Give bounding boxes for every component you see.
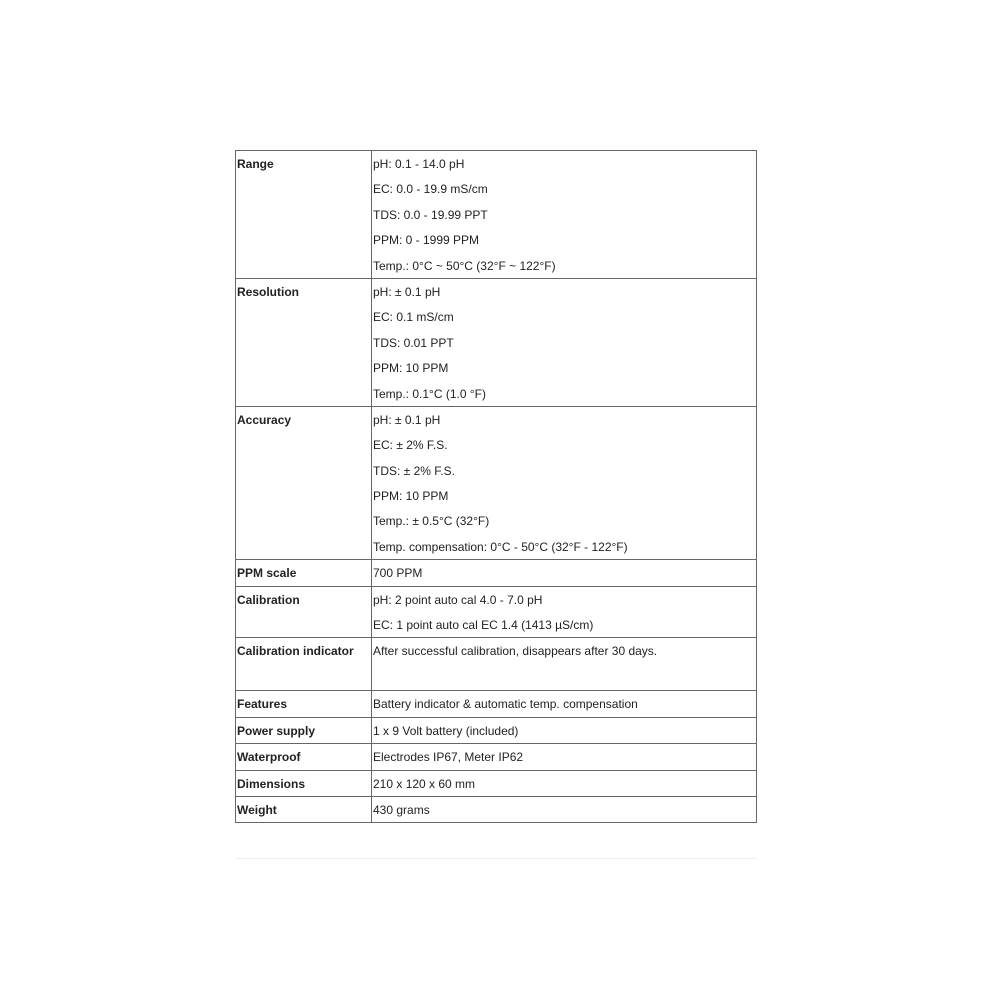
spec-label-text: Waterproof	[237, 750, 301, 765]
spec-label-text: PPM scale	[237, 566, 297, 581]
table-row	[236, 796, 757, 822]
spec-label	[236, 744, 372, 770]
specifications-table	[235, 150, 757, 823]
spec-label	[236, 560, 372, 586]
spec-value-line: TDS: 0.0 - 19.99 PPT	[373, 207, 488, 222]
spec-value-line: EC: ± 2% F.S.	[373, 438, 448, 453]
spec-value	[372, 691, 757, 717]
spec-label-text: Power supply	[237, 723, 316, 738]
spec-value	[372, 638, 757, 691]
spec-value-line: pH: ± 0.1 pH	[373, 412, 441, 427]
divider	[236, 858, 757, 859]
spec-value-line: Temp. compensation: 0°C - 50°C (32°F - 122°F)	[373, 539, 628, 554]
spec-value-line: Temp.: 0.1°C (1.0 °F)	[373, 386, 486, 401]
spec-value-line: PPM: 10 PPM	[373, 361, 449, 376]
spec-value-line: Temp.: 0°C ~ 50°C (32°F ~ 122°F)	[373, 258, 556, 273]
spec-label-text: Range	[237, 157, 274, 171]
spec-value-line: 210 x 120 x 60 mm	[373, 776, 476, 791]
spec-value-line: TDS: 0.01 PPT	[373, 335, 454, 350]
spec-label	[236, 717, 372, 743]
spec-value-line: pH: ± 0.1 pH	[373, 284, 441, 299]
spec-label-text: Calibration	[237, 592, 300, 607]
spec-value	[372, 560, 757, 586]
spec-value-line: TDS: ± 2% F.S.	[373, 463, 455, 478]
spec-value-line: After successful calibration, disappears after 30 days.	[373, 644, 658, 659]
spec-value	[372, 406, 757, 559]
spec-label-text: Weight	[237, 802, 277, 817]
spec-value	[372, 278, 757, 406]
spec-value	[372, 151, 757, 279]
spec-value-line: pH: 2 point auto cal 4.0 - 7.0 pH	[373, 592, 543, 607]
spec-value	[372, 770, 757, 796]
spec-label	[236, 278, 372, 406]
spec-value-line: PPM: 10 PPM	[373, 489, 449, 504]
spec-value	[372, 586, 757, 638]
spec-value-line: 430 grams	[373, 802, 430, 817]
spec-label	[236, 151, 372, 279]
spec-label-text: Calibration indicator	[237, 644, 354, 659]
spec-value-line: pH: 0.1 - 14.0 pH	[373, 157, 465, 171]
spec-label	[236, 638, 372, 691]
spec-label	[236, 406, 372, 559]
spec-value-line: PPM: 0 - 1999 PPM	[373, 233, 480, 248]
spec-label	[236, 586, 372, 638]
spec-value-line: EC: 0.0 - 19.9 mS/cm	[373, 182, 488, 197]
table-row	[236, 560, 757, 586]
spec-value-line: 1 x 9 Volt battery (included)	[373, 723, 519, 738]
spec-label	[236, 691, 372, 717]
table-row	[236, 278, 757, 406]
spec-value-line: Electrodes IP67, Meter IP62	[373, 750, 524, 765]
spec-label-text: Dimensions	[237, 776, 306, 791]
table-row	[236, 744, 757, 770]
table-row	[236, 638, 757, 691]
spec-value	[372, 796, 757, 822]
spec-label	[236, 770, 372, 796]
spec-label-text: Resolution	[237, 284, 299, 299]
spec-value-line: EC: 1 point auto cal EC 1.4 (1413 µS/cm)	[373, 618, 594, 633]
spec-label-text: Accuracy	[237, 412, 292, 427]
spec-value-line: 700 PPM	[373, 566, 423, 581]
spec-value-line: Battery indicator & automatic temp. compensation	[373, 697, 638, 712]
table-row	[236, 586, 757, 638]
spec-label-text: Features	[237, 697, 288, 712]
table-row	[236, 151, 757, 279]
table-row	[236, 717, 757, 743]
spec-label	[236, 796, 372, 822]
spec-value-line: Temp.: ± 0.5°C (32°F)	[373, 514, 490, 529]
table-row	[236, 691, 757, 717]
spec-value	[372, 717, 757, 743]
spec-value	[372, 744, 757, 770]
table-row	[236, 770, 757, 796]
table-row	[236, 406, 757, 559]
spec-value-line: EC: 0.1 mS/cm	[373, 310, 454, 325]
